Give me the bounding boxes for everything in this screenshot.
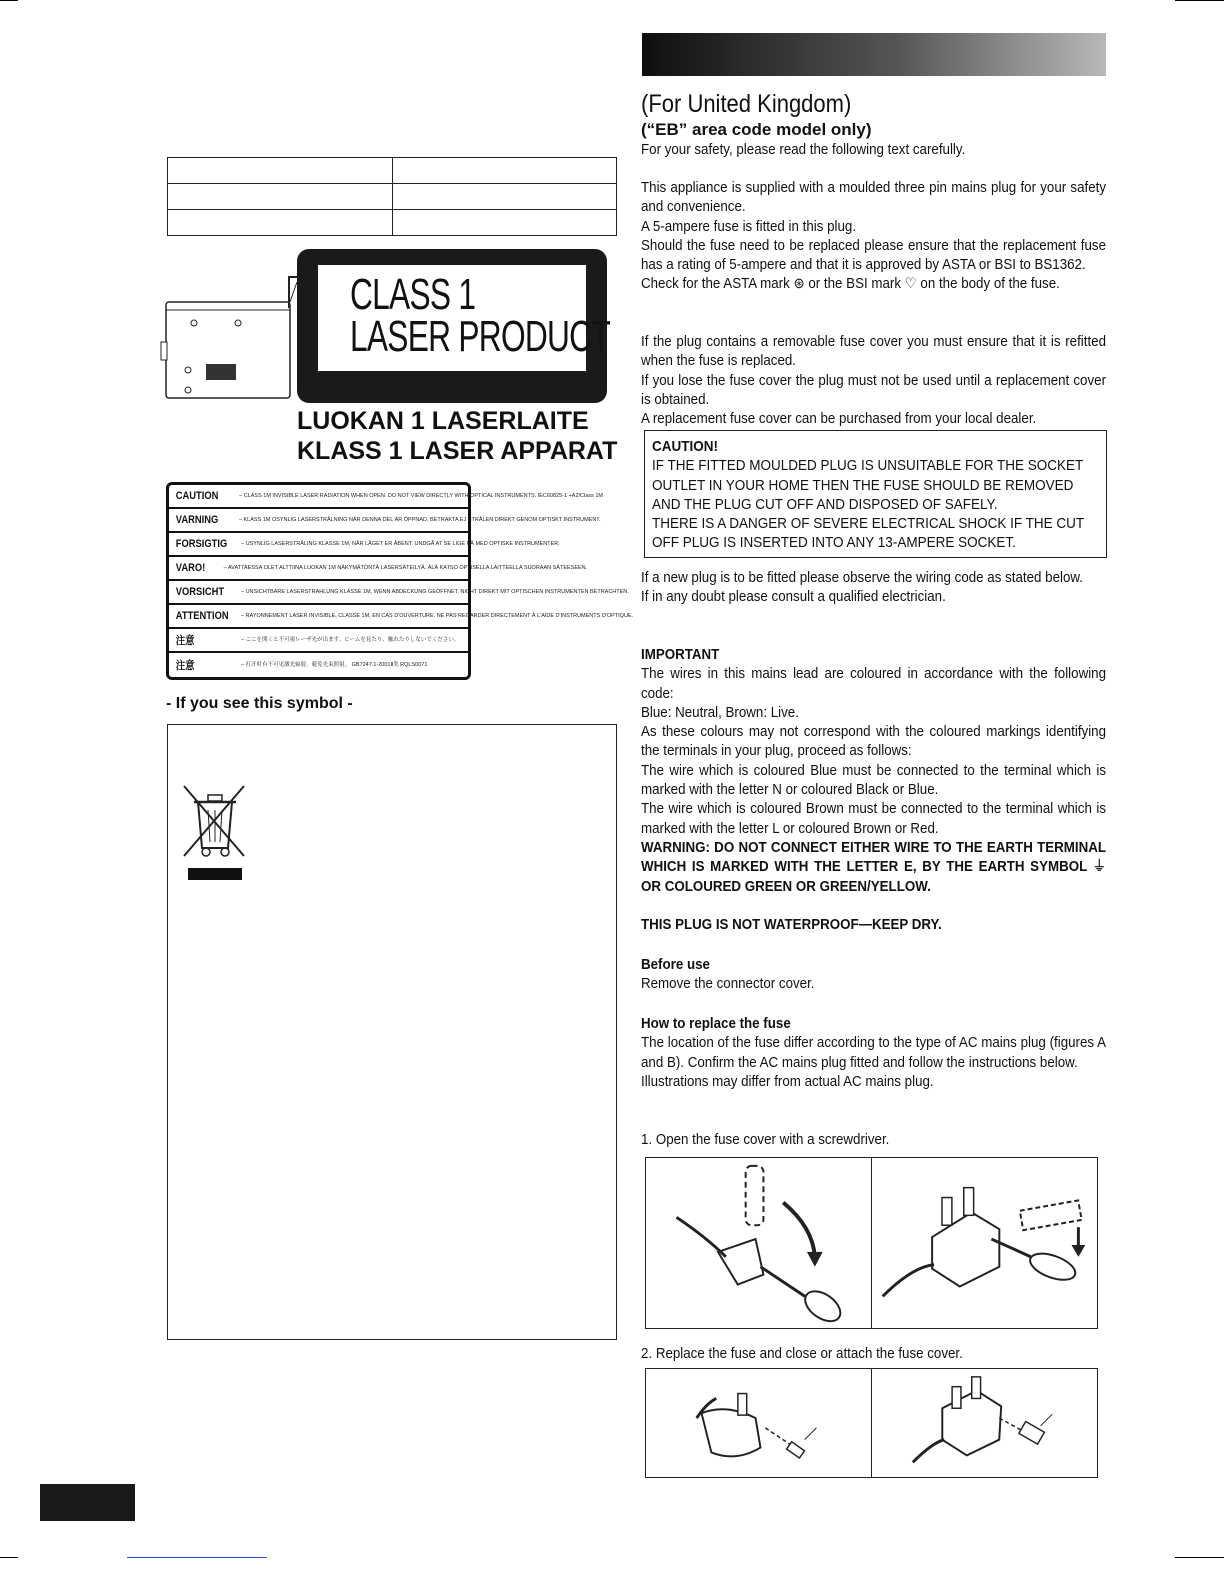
wiring-note bbox=[641, 569, 1106, 608]
paragraph: A replacement fuse cover can be purchased from your local dealer. bbox=[641, 411, 1037, 428]
table-cell bbox=[168, 210, 393, 236]
warning-text: – UNSICHTBARE LASERSTRAHLUNG KLASSE 1M, WENN ABDECKUNG GEÖFFNET. NICHT DIREKT MIT OPTISCHEN INSTRUMENTEN BETRACHTEN. bbox=[241, 588, 629, 595]
important-heading: IMPORTANT bbox=[641, 647, 720, 663]
symbol-heading: - If you see this symbol - bbox=[166, 695, 353, 712]
laser-finnish: LUOKAN 1 LASERLAITE bbox=[297, 407, 589, 435]
paragraph: If a new plug is to be fitted please observe the wiring code as stated below. bbox=[641, 570, 1083, 586]
paragraph: If you lose the fuse cover the plug must not be used until a replacement cover is obtained. bbox=[641, 372, 1107, 408]
device-illustration bbox=[160, 292, 292, 404]
figure-b bbox=[872, 1158, 1097, 1328]
important-section bbox=[641, 646, 1106, 897]
laser-translations bbox=[297, 406, 617, 466]
figure-a bbox=[646, 1369, 872, 1477]
step-text: 2. Replace the fuse and close or attach the fuse cover. bbox=[641, 1346, 963, 1362]
safety-intro bbox=[641, 141, 1106, 160]
warning-text: – KLASS 1M OSYNLIG LASERSTRÅLNING NÄR DENNA DEL ÄR ÖPPNAD. BETRAKTA EJ STRÅLEN DIREKT GENOM OPTISKT INSTRUMENT. bbox=[238, 516, 601, 523]
warning-title: VARNING bbox=[175, 514, 219, 526]
figure-a bbox=[646, 1158, 872, 1328]
paragraph: The wires in this mains lead are coloured in accordance with the following code: bbox=[641, 666, 1107, 702]
laser-swedish: KLASS 1 LASER APPARAT bbox=[297, 437, 618, 465]
paragraph: Should the fuse need to be replaced please ensure that the replacement fuse has a rating of 5-ampere and that it is approved by ASTA or BSI to BS1362. bbox=[641, 237, 1107, 274]
warning-text: – USYNLIG LASERSTRÅLING KLASSE 1M, NÅR LÅGET ER ÅBENT. UNDGÅ AT SE LIGE PÅ MED OPTISKE INSTRUMENTER. bbox=[241, 540, 560, 547]
laser-class-text bbox=[350, 270, 610, 361]
table-cell bbox=[168, 184, 393, 210]
table-cell bbox=[392, 184, 617, 210]
fuse-paragraphs bbox=[641, 179, 1106, 295]
plug-b-fuse-illustration bbox=[872, 1369, 1097, 1477]
warning-title: ATTENTION bbox=[175, 610, 229, 622]
caution-line: THERE IS A DANGER OF SEVERE ELECTRICAL SHOCK IF THE CUT bbox=[652, 515, 1085, 533]
laser-class-line1: CLASS 1 bbox=[350, 270, 476, 319]
warning-title: VARO! bbox=[175, 562, 206, 574]
uk-title: (For United Kingdom) bbox=[641, 90, 852, 118]
warning-title: 注意 bbox=[175, 660, 195, 672]
paragraph: If the plug contains a removable fuse cover you must ensure that it is refitted when the fuse is replaced. bbox=[641, 334, 1107, 370]
section-header-bar bbox=[642, 33, 1106, 76]
paragraph: If in any doubt please consult a qualified electrician. bbox=[641, 589, 946, 606]
paragraph: Remove the connector cover. bbox=[641, 976, 815, 993]
paragraph: As these colours may not correspond with the coloured markings identifying the terminals in your plug, proceed as follows: bbox=[641, 724, 1107, 760]
warning-row bbox=[169, 605, 634, 629]
warning-row bbox=[169, 557, 588, 581]
paragraph: This appliance is supplied with a moulded three pin mains plug for your safety and convenience. bbox=[641, 180, 1107, 216]
paragraph: The wire which is coloured Brown must be connected to the terminal which is marked with the letter L or coloured Brown or Red. bbox=[641, 801, 1107, 837]
area-code-note: (“EB” area code model only) bbox=[641, 120, 872, 139]
figure-replace-fuse bbox=[645, 1368, 1098, 1478]
waterproof-note bbox=[641, 916, 1106, 935]
paragraph: A 5-ampere fuse is fitted in this plug. bbox=[641, 218, 857, 235]
intro-text: For your safety, please read the following text carefully. bbox=[641, 142, 966, 158]
caution-line: AND THE PLUG CUT OFF AND DISPOSED OF SAFELY. bbox=[652, 495, 998, 513]
laser-warning-label bbox=[166, 482, 634, 680]
warning-title: 注意 bbox=[175, 635, 195, 647]
caution-line: OFF PLUG IS INSERTED INTO ANY 13-AMPERE SOCKET. bbox=[652, 534, 1016, 552]
warning-row bbox=[169, 629, 468, 653]
crop-mark bbox=[1175, 0, 1224, 1]
waterproof-text: THIS PLUG IS NOT WATERPROOF—KEEP DRY. bbox=[641, 917, 942, 933]
caution-box bbox=[644, 430, 1107, 558]
crop-mark bbox=[1175, 1557, 1224, 1558]
warning-text: – 打开时有不可见激光辐射。避免光束照射。 GB7247.1-2001Ⅱ类 RQLS0071 bbox=[241, 661, 428, 668]
warning-row bbox=[169, 509, 601, 533]
laser-class-line2: LASER PRODUCT bbox=[350, 312, 610, 361]
step-2 bbox=[641, 1345, 1106, 1364]
warning-text: – CLASS 1M INVISIBLE LASER RADIATION WHEN OPEN. DO NOT VIEW DIRECTLY WITH OPTICAL INSTRUMENTS. IEC60825-1 +A2/Class 1M bbox=[239, 492, 603, 499]
paragraph: Check for the ASTA mark ⊛ or the BSI mark ♡ on the body of the fuse. bbox=[641, 276, 1060, 293]
table-cell bbox=[168, 158, 393, 184]
spec-table bbox=[167, 157, 617, 236]
plug-a-fuse-illustration bbox=[646, 1369, 871, 1477]
before-use-section bbox=[641, 956, 1106, 995]
figure-open-fuse-cover bbox=[645, 1157, 1098, 1329]
warning-title: CAUTION bbox=[175, 490, 219, 502]
warning-text: – RAYONNEMENT LASER INVISIBLE, CLASSE 1M, EN CAS D'OUVERTURE. NE PAS REGARDER DIRECTEMENT À L'AIDE D'INSTRUMENTS D'OPTIQUE. bbox=[241, 612, 634, 619]
table-cell bbox=[392, 210, 617, 236]
warning-row bbox=[169, 581, 629, 605]
plug-b-screwdriver-illustration bbox=[872, 1158, 1097, 1328]
step-1 bbox=[641, 1131, 1106, 1150]
caution-line: IF THE FITTED MOULDED PLUG IS UNSUITABLE FOR THE SOCKET bbox=[652, 457, 1084, 475]
crop-mark bbox=[0, 1557, 18, 1558]
warning-text: – AVATTAESSA OLET ALTTIINA LUOKAN 1M NÄKYMÄTÖNTÄ LASERSÄTEILYÄ. ÄLÄ KATSO OPTISELLA LAITTEELLA SUORAAN SÄTEESEEN. bbox=[223, 564, 588, 571]
paragraph: The location of the fuse differ according to the type of AC mains plug (figures A and B). Confirm the AC mains plug fitted and follow the instructions below. bbox=[641, 1035, 1107, 1071]
warning-title: VORSICHT bbox=[175, 586, 225, 598]
crop-mark bbox=[0, 0, 18, 1]
before-use-heading: Before use bbox=[641, 957, 710, 973]
warning-title: FORSIGTIG bbox=[175, 538, 228, 550]
warning-text: – ここを開くと不可視レーザ光が出ます。ビームを見たり、触れたりしないでください。 bbox=[241, 636, 460, 643]
caution-heading: CAUTION! bbox=[652, 438, 718, 455]
crossed-bin-icon bbox=[180, 782, 250, 882]
fuse-cover-paragraphs bbox=[641, 333, 1106, 429]
warning-row bbox=[169, 485, 603, 509]
replace-fuse-section bbox=[641, 1015, 1106, 1092]
step-text: 1. Open the fuse cover with a screwdriver. bbox=[641, 1132, 890, 1148]
figure-b bbox=[872, 1369, 1097, 1477]
table-cell bbox=[392, 158, 617, 184]
earth-warning: WARNING: DO NOT CONNECT EITHER WIRE TO THE EARTH TERMINAL WHICH IS MARKED WITH THE LETTER E, BY THE EARTH SYMBOL ⏚ OR COLOURED GREEN OR GREEN/YELLOW. bbox=[641, 839, 1107, 895]
page-number-tab bbox=[40, 1484, 135, 1521]
replace-fuse-heading: How to replace the fuse bbox=[641, 1016, 791, 1032]
plug-a-screwdriver-illustration bbox=[646, 1158, 871, 1328]
paragraph: Illustrations may differ from actual AC mains plug. bbox=[641, 1073, 934, 1090]
caution-line: OUTLET IN YOUR HOME THEN THE FUSE SHOULD BE REMOVED bbox=[652, 476, 1074, 494]
paragraph: Blue: Neutral, Brown: Live. bbox=[641, 704, 799, 721]
warning-row bbox=[169, 533, 560, 557]
warning-row bbox=[169, 653, 468, 677]
paragraph: The wire which is coloured Blue must be connected to the terminal which is marked with the letter N or coloured Black or Blue. bbox=[641, 762, 1107, 799]
footer-link-line bbox=[127, 1557, 267, 1558]
